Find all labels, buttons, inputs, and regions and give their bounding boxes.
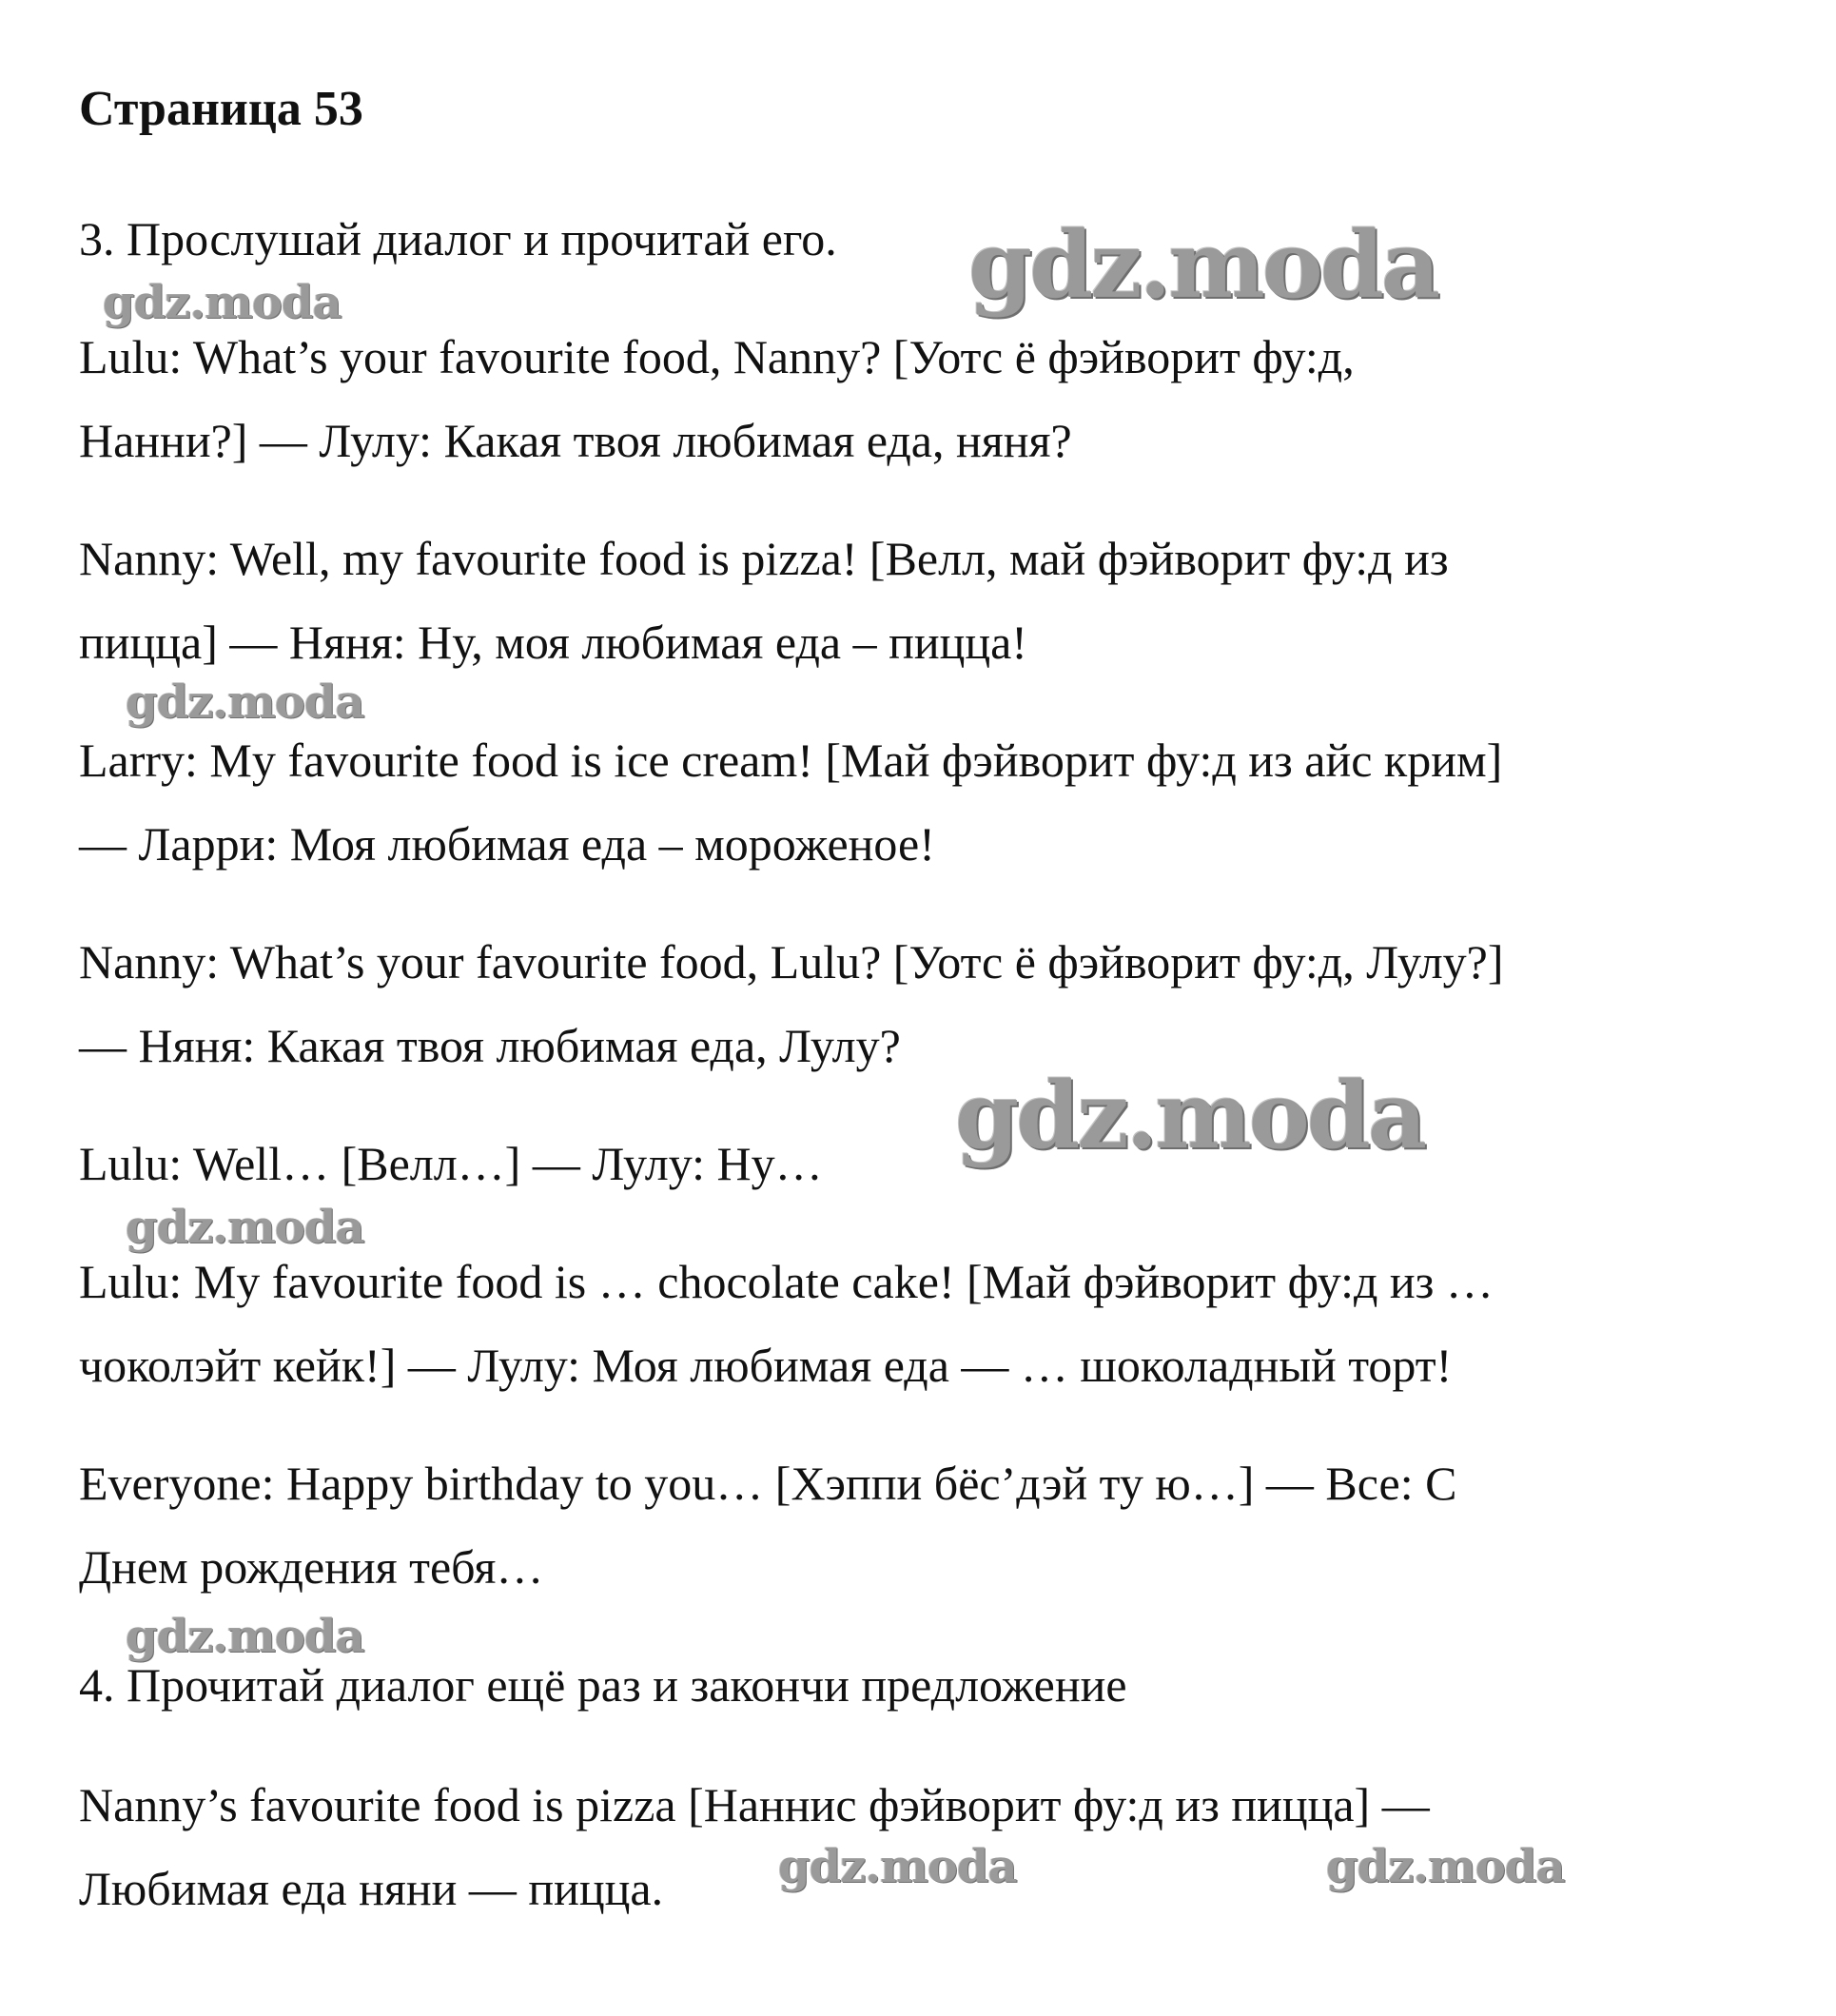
watermark-logo: gdz.moda [778,1840,1017,1893]
dialog-line: чоколэйт кейк!] — Лулу: Моя любимая еда — … шоколадный торт! [79,1339,1453,1392]
dialog-line: Nanny: What’s your favourite food, Lulu? [Уотс ё фэйворит фу:д, Лулу?] [79,935,1504,988]
watermark-logo: gdz.moda [103,276,342,329]
watermark-logo: gdz.moda [1326,1840,1565,1893]
answer-line: Любимая еда няни — пицца. [79,1862,664,1915]
dialog-line: — Ларри: Моя любимая еда – мороженое! [79,817,935,871]
dialog-line: Larry: My favourite food is ice cream! [Май фэйворит фу:д из айс крим] [79,734,1503,787]
watermark-logo: gdz.moda [955,1062,1425,1169]
page-title: Страница 53 [79,82,363,136]
dialog-line: Nanny: Well, my favourite food is pizza! [Велл, май фэйворит фу:д из [79,532,1449,585]
dialog-line: — Няня: Какая твоя любимая еда, Лулу? [79,1019,901,1072]
dialog-line: Lulu: What’s your favourite food, Nanny? [Уотс ё фэйворит фу:д, [79,330,1355,383]
dialog-line: Нанни?] — Лулу: Какая твоя любимая еда, няня? [79,414,1072,467]
dialog-line: пицца] — Няня: Ну, моя любимая еда – пицца! [79,616,1027,669]
watermark-logo: gdz.moda [126,675,364,729]
dialog-line: Lulu: My favourite food is … chocolate cake! [Май фэйворит фу:д из … [79,1255,1494,1308]
answer-line: Nanny’s favourite food is pizza [Наннис фэйворит фу:д из пицца] — [79,1778,1430,1831]
watermark-logo: gdz.moda [126,1201,364,1254]
dialog-line: Lulu: Well… [Велл…] — Лулу: Ну… [79,1137,823,1190]
dialog-line: Днем рождения тебя… [79,1540,544,1594]
task4-heading: 4. Прочитай диалог ещё раз и закончи предложение [79,1658,1127,1712]
dialog-line: Everyone: Happy birthday to you… [Хэппи бёс’дэй ту ю…] — Все: С [79,1457,1457,1510]
task3-heading: 3. Прослушай диалог и прочитай его. [79,212,837,265]
watermark-logo: gdz.moda [126,1610,364,1663]
watermark-logo: gdz.moda [968,211,1438,319]
